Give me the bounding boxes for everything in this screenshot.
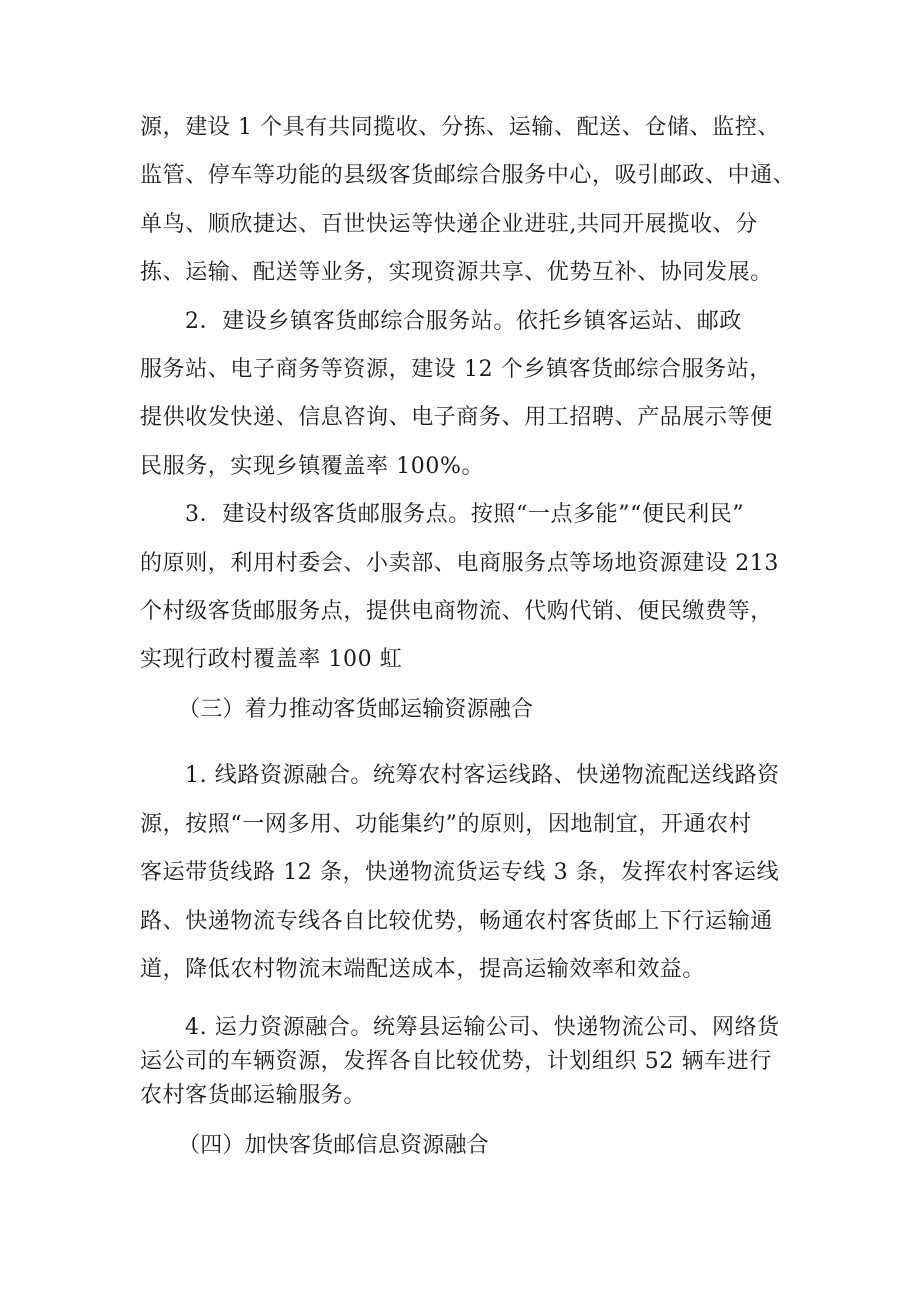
paragraph-line: 源，按照“一网多用、功能集约”的原则，因地制宜，开通农村	[140, 812, 752, 837]
paragraph-line: 1. 线路资源融合。统筹农村客运线路、快递物流配送线路资	[185, 763, 780, 788]
paragraph-line: 单鸟、顺欣捷达、百世快运等快递企业进驻,共同开展揽收、分	[140, 212, 758, 237]
paragraph-line: 3．建设村级客货邮服务点。按照“一点多能”“便民利民”	[185, 502, 745, 527]
paragraph-line: 监管、停车等功能的县级客货邮综合服务中心，吸引邮政、中通、	[140, 163, 796, 188]
paragraph-line: 2．建设乡镇客货邮综合服务站。依托乡镇客运站、邮政	[185, 309, 742, 334]
paragraph-line: 源，建设 1 个具有共同揽收、分拣、运输、配送、仓储、监控、	[140, 115, 780, 140]
paragraph-line: 民服务，实现乡镇覆盖率 100%。	[140, 454, 485, 479]
paragraph-line: 农村客货邮运输服务。	[140, 1083, 367, 1108]
paragraph-line: 个村级客货邮服务点，提供电商物流、代购代销、便民缴费等，	[140, 599, 773, 624]
section-heading: （三）着力推动客货邮运输资源融合	[178, 697, 534, 722]
paragraph-line: 客运带货线路 12 条，快递物流货运专线 3 条，发挥农村客运线	[140, 860, 780, 885]
paragraph-line: 运公司的车辆资源，发挥各自比较优势，计划组织 52 辆车进行	[140, 1049, 772, 1074]
paragraph-line: 服务站、电子商务等资源，建设 12 个乡镇客货邮综合服务站，	[140, 357, 772, 382]
paragraph-line: 拣、运输、配送等业务，实现资源共享、优势互补、协同发展。	[140, 260, 773, 285]
paragraph-line: 4. 运力资源融合。统筹县运输公司、快递物流公司、网络货	[185, 1015, 780, 1040]
paragraph-line: 提供收发快递、信息咨询、电子商务、用工招聘、产品展示等便	[140, 405, 773, 430]
section-heading: （四）加快客货邮信息资源融合	[178, 1133, 489, 1158]
paragraph-line: 道，降低农村物流末端配送成本，提高运输效率和效益。	[140, 957, 706, 982]
paragraph-line: 的原则，利用村委会、小卖部、电商服务点等场地资源建设 213	[140, 551, 779, 576]
paragraph-line: 实现行政村覆盖率 100 虹	[140, 647, 403, 672]
paragraph-line: 路、快递物流专线各自比较优势，畅通农村客货邮上下行运输通	[140, 909, 773, 934]
